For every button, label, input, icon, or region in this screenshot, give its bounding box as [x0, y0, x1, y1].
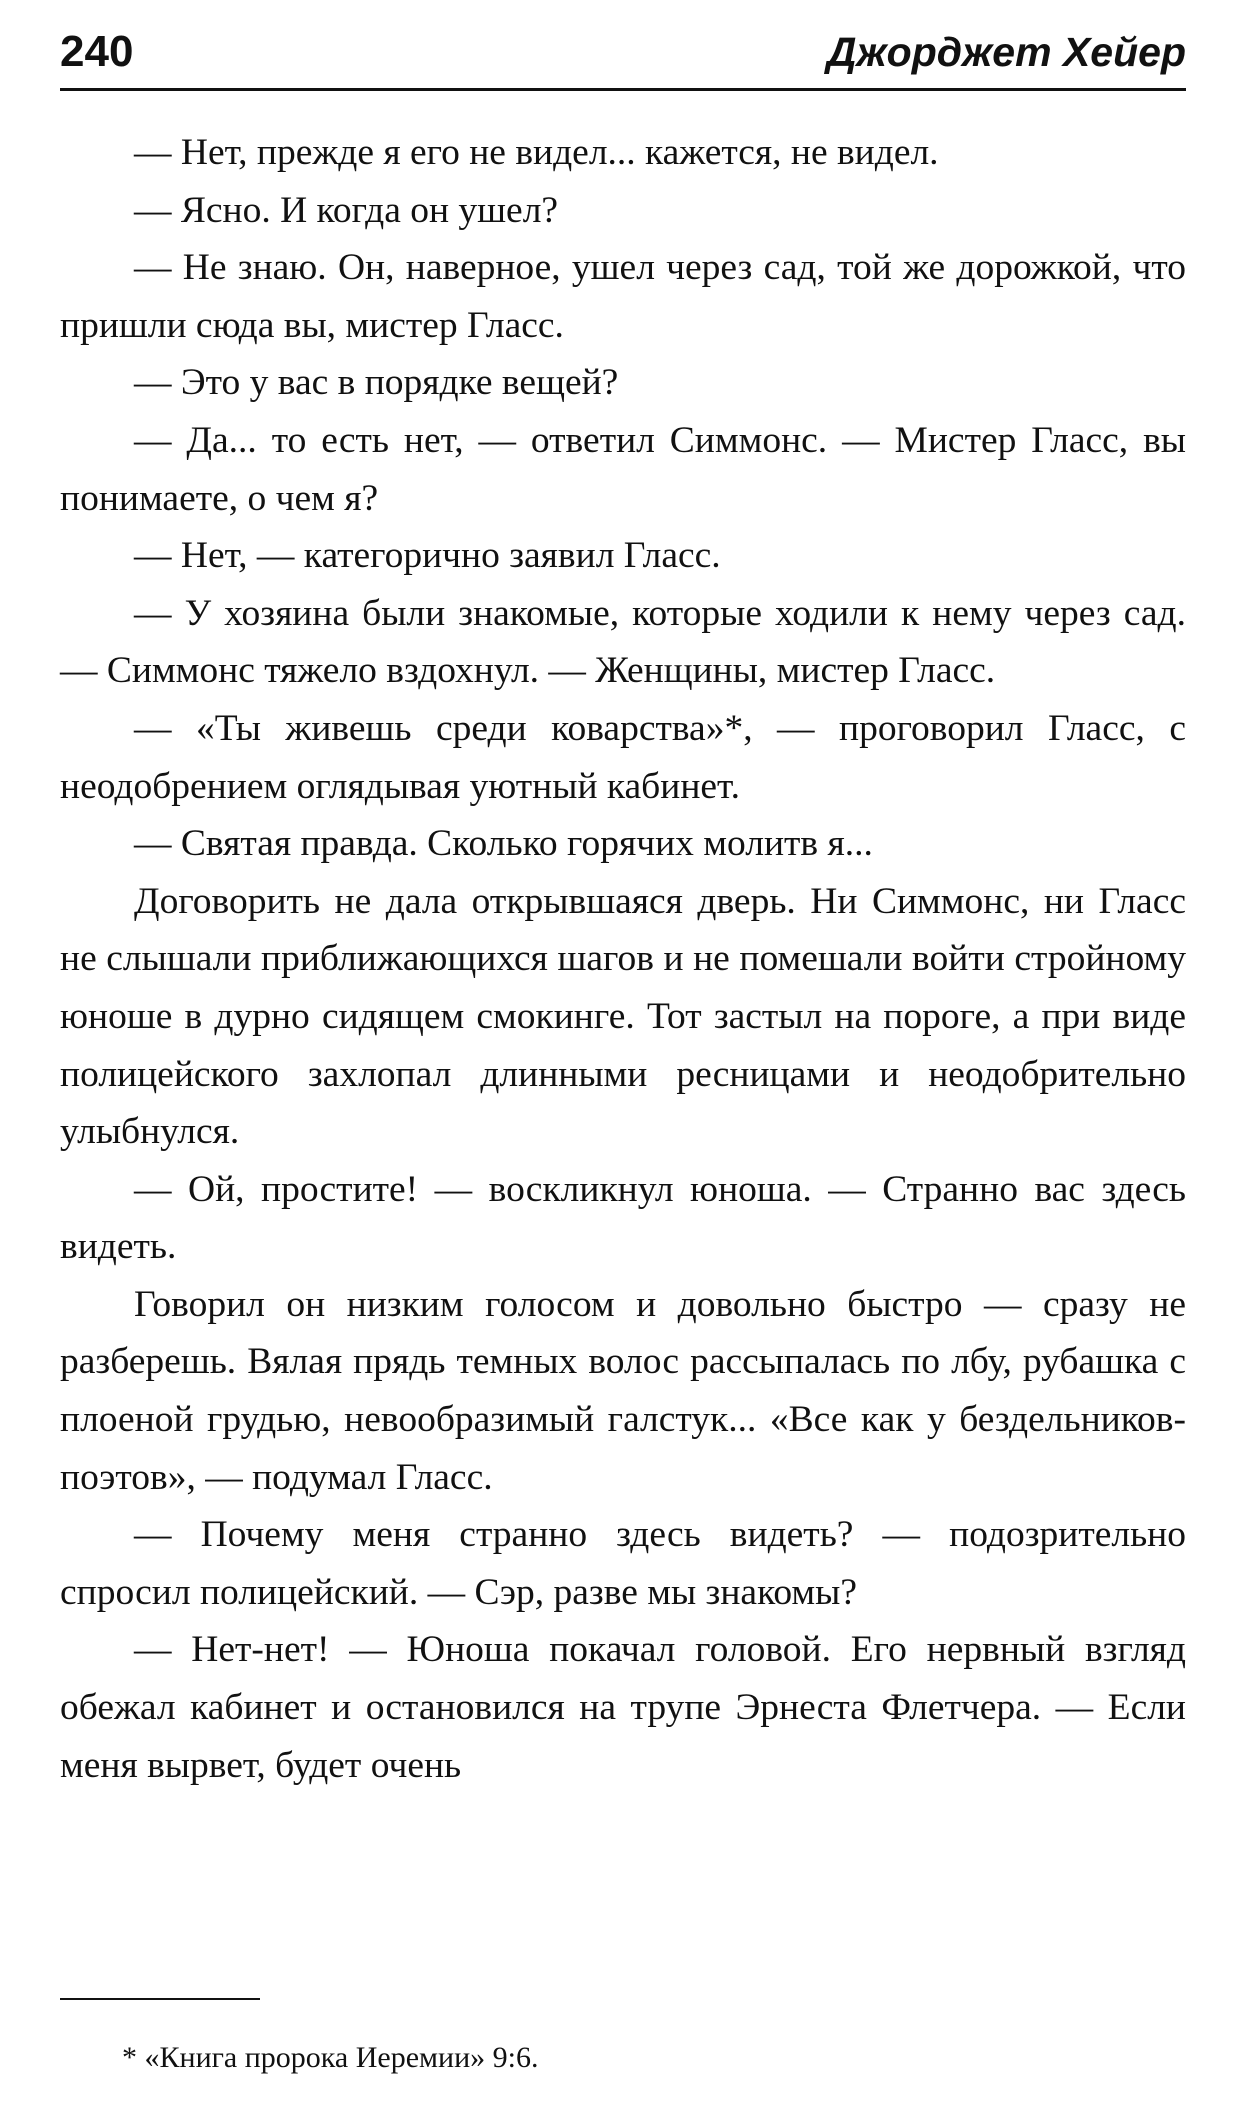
book-page	[60, 0, 1186, 2112]
paragraph: — Святая правда. Сколько горячих молитв я...	[134, 823, 873, 865]
running-title: Джорджет Хейер	[826, 29, 1186, 75]
paragraph: — У хозяина были знакомые, которые ходили к нему через сад. — Симмонс тяжело вздохнул. — Женщины, мистер Гласс.	[60, 592, 1186, 692]
paragraph: — Нет, — категорично заявил Гласс.	[134, 535, 721, 577]
footnote-divider	[60, 1998, 260, 2000]
page-header	[60, 22, 1186, 91]
paragraph: Говорил он низким голосом и довольно быстро — сразу не разберешь. Вялая прядь темных волос рассыпалась по лбу, рубашка с плоеной грудью, невообразимый галстук... «Все как у бездельников-поэтов», — подумал Гласс.	[60, 1283, 1186, 1498]
paragraph: — Это у вас в порядке вещей?	[134, 362, 619, 404]
footnote: * «Книга пророка Иеремии» 9:6.	[122, 2041, 539, 2074]
paragraph: — Нет, прежде я его не видел... кажется, не видел.	[134, 132, 939, 173]
paragraph: — Почему меня странно здесь видеть? — подозрительно спросил полицейский. — Сэр, разве мы знакомы?	[60, 1514, 1186, 1613]
page-number: 240	[60, 27, 134, 76]
paragraph: — Да... то есть нет, — ответил Симмонс. — Мистер Гласс, вы понимаете, о чем я?	[60, 419, 1186, 519]
paragraph: Договорить не дала открывшаяся дверь. Ни Симмонс, ни Гласс не слышали приближающихся шагов и не помешали войти стройному юноше в дурно сидящем смокинге. Тот застыл на пороге, а при виде полицейского захлопал длинными ресницами и неодобрительно улыбнулся.	[60, 880, 1186, 1153]
paragraph: — Нет-нет! — Юноша покачал головой. Его нервный взгляд обежал кабинет и остановился на трупе Эрнеста Флетчера. — Если меня вырвет, будет очень	[60, 1629, 1186, 1786]
paragraph: — Ой, простите! — воскликнул юноша. — Странно вас здесь видеть.	[60, 1168, 1186, 1268]
paragraph: — Не знаю. Он, наверное, ушел через сад, той же дорожкой, что пришли сюда вы, мистер Гласс.	[60, 247, 1186, 346]
paragraph: — «Ты живешь среди коварства»*, — проговорил Гласс, с неодобрением оглядывая уютный кабинет.	[60, 707, 1186, 807]
body-text	[60, 124, 1186, 1794]
paragraph: — Ясно. И когда он ушел?	[134, 189, 559, 231]
